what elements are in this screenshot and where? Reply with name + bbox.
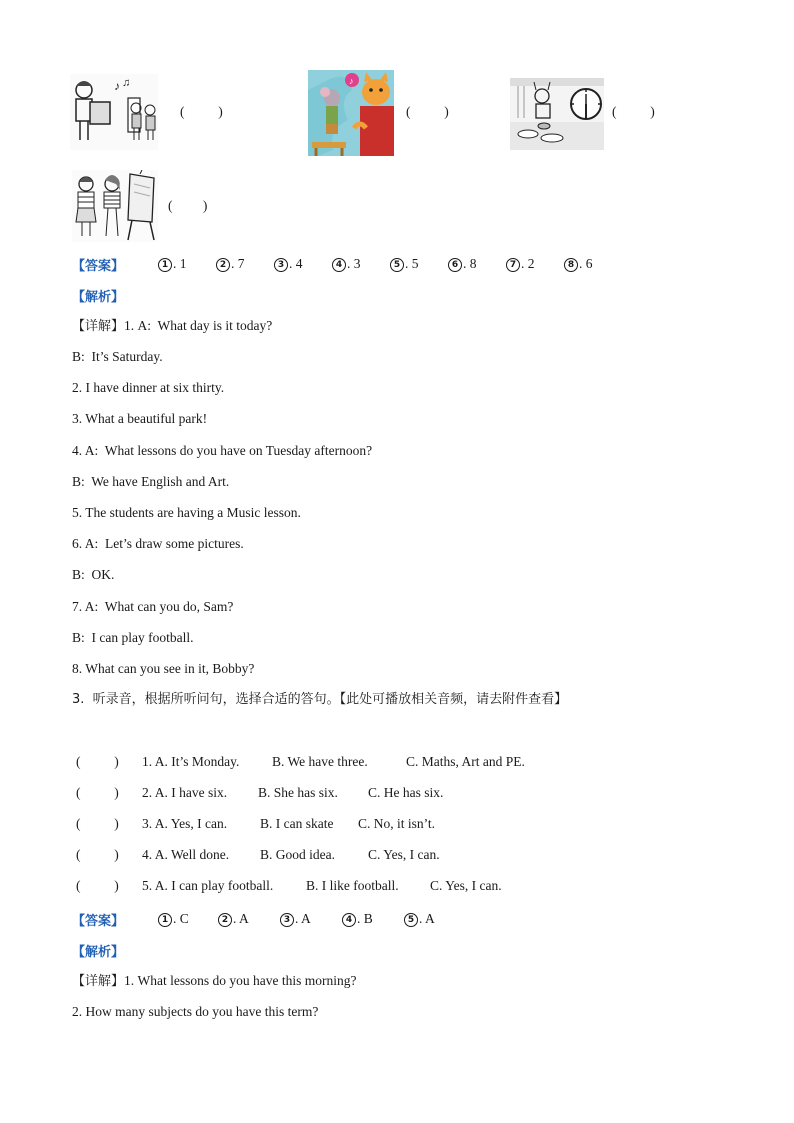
answer-item: 3 . A (280, 911, 311, 927)
option-b: B. Good idea. (260, 847, 335, 862)
children-drawing-picture (72, 170, 158, 242)
detail-line: 4. A: What lessons do you have on Tuesday afternoon? (72, 443, 373, 458)
option-a: 3. A. Yes, I can. (142, 816, 228, 831)
detail-line: 【详解】1. A: What day is it today? (72, 318, 273, 334)
analysis-tag: 【解析】 (72, 945, 125, 960)
detail-line: B: It’s Saturday. (72, 349, 163, 364)
detail-line: 7. A: What can you do, Sam? (72, 599, 234, 614)
dinner-clock-picture (510, 78, 604, 150)
music-lesson-picture (70, 74, 158, 150)
answer-paren[interactable]: ( ) (76, 878, 119, 893)
svg-text:♪: ♪ (114, 79, 120, 93)
detail-line: B: I can play football. (72, 630, 194, 645)
answer-item: 5 . 5 (390, 256, 419, 272)
option-a: 4. A. Well done. (142, 847, 230, 862)
question-title: 3. 听录音，根据所听问句，选择合适的答句。【此处可播放相关音频，请去附件查看】 (72, 692, 568, 707)
detail-line: B: OK. (72, 567, 115, 582)
answer-item: 4 . B (342, 911, 373, 927)
option-b: B. We have three. (272, 754, 368, 769)
option-a: 5. A. I can play football. (142, 878, 274, 893)
detail-line: 3. What a beautiful park! (72, 411, 208, 426)
option-b: B. I can skate (260, 816, 334, 831)
answer-item: 6 . 8 (448, 256, 477, 272)
detail-line: 6. A: Let’s draw some pictures. (72, 536, 244, 551)
answer-paren[interactable]: ( ) (76, 816, 119, 831)
option-a: 2. A. I have six. (142, 785, 228, 800)
answer-paren-3[interactable]: ( ) (612, 104, 655, 119)
answer-item: 4 . 3 (332, 256, 361, 272)
svg-text:♪: ♪ (349, 76, 354, 86)
answer-tag: 【答案】 (72, 914, 125, 929)
answer-item: 1 . 1 (158, 256, 187, 272)
answer-tag: 【答案】 (72, 259, 125, 274)
detail-line: 8. What can you see in it, Bobby? (72, 661, 255, 676)
answer-item: 5 . A (404, 911, 435, 927)
answer-item: 8 . 6 (564, 256, 593, 272)
answer-item: 2 . 7 (216, 256, 245, 272)
answer-row-1 (72, 255, 124, 274)
answer-item: 3 . 4 (274, 256, 303, 272)
option-c: C. No, it isn’t. (358, 816, 436, 831)
answer-list-1 (158, 256, 618, 274)
analysis-tag: 【解析】 (72, 290, 125, 305)
answer-item: 1 . C (158, 911, 189, 927)
detail-line: 5. The students are having a Music lesson. (72, 505, 301, 520)
answer-paren-4[interactable]: ( ) (168, 198, 208, 213)
option-b: B. I like football. (306, 878, 399, 893)
detail-line: 2. How many subjects do you have this term? (72, 1004, 319, 1019)
option-c: C. Yes, I can. (368, 847, 440, 862)
answer-paren[interactable]: ( ) (76, 847, 119, 862)
option-c: C. He has six. (368, 785, 444, 800)
option-c: C. Yes, I can. (430, 878, 502, 893)
answer-list-2 (158, 911, 458, 929)
svg-text:♫: ♫ (122, 77, 131, 89)
detail-line: 【详解】1. What lessons do you have this morning? (72, 973, 357, 989)
option-c: C. Maths, Art and PE. (406, 754, 525, 769)
answer-paren-1[interactable]: ( ) (180, 104, 223, 119)
option-a: 1. A. It’s Monday. (142, 754, 240, 769)
answer-row-2 (72, 910, 124, 929)
detail-line: 2. I have dinner at six thirty. (72, 380, 225, 395)
answer-paren-2[interactable]: ( ) (406, 104, 449, 119)
answer-item: 7 . 2 (506, 256, 535, 272)
answer-paren[interactable]: ( ) (76, 785, 119, 800)
answer-paren[interactable]: ( ) (76, 754, 119, 769)
detail-line: B: We have English and Art. (72, 474, 230, 489)
mouse-and-tiger-picture (308, 70, 394, 156)
option-b: B. She has six. (258, 785, 338, 800)
answer-item: 2 . A (218, 911, 249, 927)
